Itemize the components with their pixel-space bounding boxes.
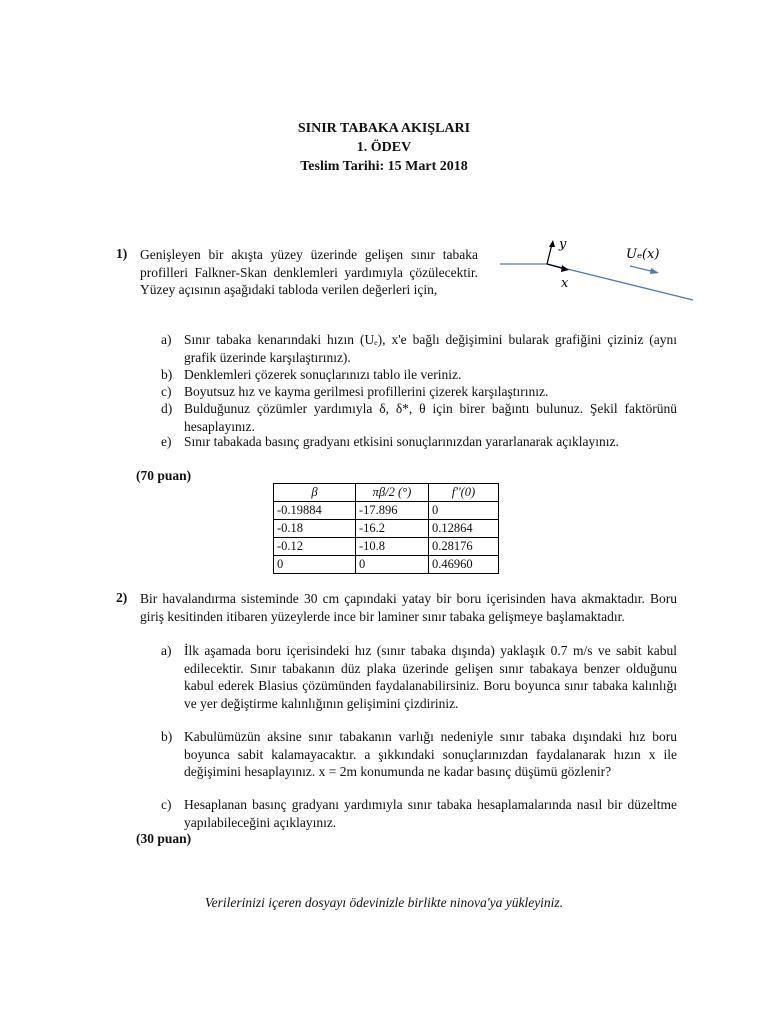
- table-cell: -17.896: [356, 502, 429, 520]
- table-cell: -0.19884: [274, 502, 356, 520]
- q1-item-d: d) Bulduğunuz çözümler yardımıyla δ, δ*, θ için birer bağıntı bulunuz. Şekil faktörünü hesaplayınız.: [161, 401, 677, 434]
- question-2-number: 2): [116, 590, 128, 605]
- table-cell: 0: [356, 556, 429, 574]
- table-cell: 0.12864: [429, 520, 499, 538]
- table-header-cell: πβ/2 (°): [356, 484, 429, 502]
- table-row: [274, 538, 499, 556]
- table-cell: -10.8: [356, 538, 429, 556]
- table-cell: 0: [274, 556, 356, 574]
- table-cell: -0.12: [274, 538, 356, 556]
- surface-line-inclined: [547, 264, 693, 300]
- table-cell: 0.28176: [429, 538, 499, 556]
- flow-arrow-head: [650, 268, 659, 274]
- document-title: SINIR TABAKA AKIŞLARI: [297, 121, 471, 136]
- q1-item-a: a) Sınır tabaka kenarındaki hızın (Uₑ), x'e bağlı değişimini bularak grafiğini çiziniz (aynı grafik üzerinde karşılaştırınız).: [161, 332, 677, 365]
- table-row: [274, 556, 499, 574]
- table-row: [274, 502, 499, 520]
- table-row: [274, 520, 499, 538]
- table-header-row: [274, 484, 499, 502]
- table-header-cell: β: [274, 484, 356, 502]
- document-header: [0, 119, 768, 176]
- table-cell: -16.2: [356, 520, 429, 538]
- x-label: x: [561, 276, 569, 291]
- q2-item-a: a) İlk aşamada boru içerisindeki hız (sınır tabaka dışında) yaklaşık 0.7 m/s ve sabit kabul edilecektir. Sınır tabakanın düz plaka üzerinde gelişen sınır tabakaya benzer olduğunu kabul ederek Blasius çözümünden faydalanabilirsiniz. Boru boyunca sınır tabaka kalınlığı ve yer değiştirme kalınlığının gelişimini çizdiriniz.: [161, 643, 677, 711]
- question-1-number: 1): [116, 246, 128, 261]
- ue-label: Uₑ(x): [626, 247, 660, 262]
- q1-item-e: e) Sınır tabakada basınç gradyanı etkisini sonuçlarınızdan yararlanarak açıklayınız.: [161, 434, 619, 449]
- table-cell: 0: [429, 502, 499, 520]
- question-2-intro: Bir havalandırma sisteminde 30 cm çapındaki yatay bir boru içerisinden hava akmaktadır. Boru giriş kesitinden itibaren yüzeylerde ince bir laminer sınır tabaka gelişmeye başlamaktadır.: [140, 591, 677, 624]
- y-arrow-head: [549, 240, 555, 247]
- upload-instruction: Verilerinizi içeren dosyayı ödevinizle birlikte ninova'ya yükleyiniz.: [204, 895, 564, 910]
- table-cell: 0.46960: [429, 556, 499, 574]
- q2-item-b: b) Kabulümüzün aksine sınır tabakanın varlığı nedeniyle sınır tabaka dışındaki hız boru boyunca sabit kalamayacaktır. a şıkkındaki sonuçlarınızdan faydalanarak hızın x ile değişimini hesaplayınız. x = 2m konumunda ne kadar basınç düşümü gözlenir?: [161, 729, 677, 780]
- table-cell: -0.18: [274, 520, 356, 538]
- question-2-points: (30 puan): [136, 831, 192, 846]
- y-label: y: [559, 237, 567, 252]
- falkner-skan-table: [273, 483, 499, 574]
- question-1-points: (70 puan): [136, 468, 192, 483]
- question-1-intro: Genişleyen bir akışta yüzey üzerinde gelişen sınır tabaka profilleri Falkner-Skan denklemleri yardımıyla çözülecektir. Yüzey açısının aşağıdaki tabloda verilen değerleri için,: [140, 247, 478, 297]
- homework-number: 1. ÖDEV: [356, 140, 412, 155]
- q2-item-c: c) Hesaplanan basınç gradyanı yardımıyla sınır tabaka hesaplamalarında nasıl bir düzeltme yapılabileceğini açıklayınız.: [161, 797, 677, 830]
- surface-flow-diagram: [495, 232, 700, 307]
- table-header-cell: f''(0): [429, 484, 499, 502]
- q1-item-b: b) Denklemleri çözerek sonuçlarınızı tablo ile veriniz.: [161, 367, 462, 382]
- q1-item-c: c) Boyutsuz hız ve kayma gerilmesi profillerini çizerek karşılaştırınız.: [161, 384, 549, 399]
- deadline: Teslim Tarihi: 15 Mart 2018: [300, 159, 468, 174]
